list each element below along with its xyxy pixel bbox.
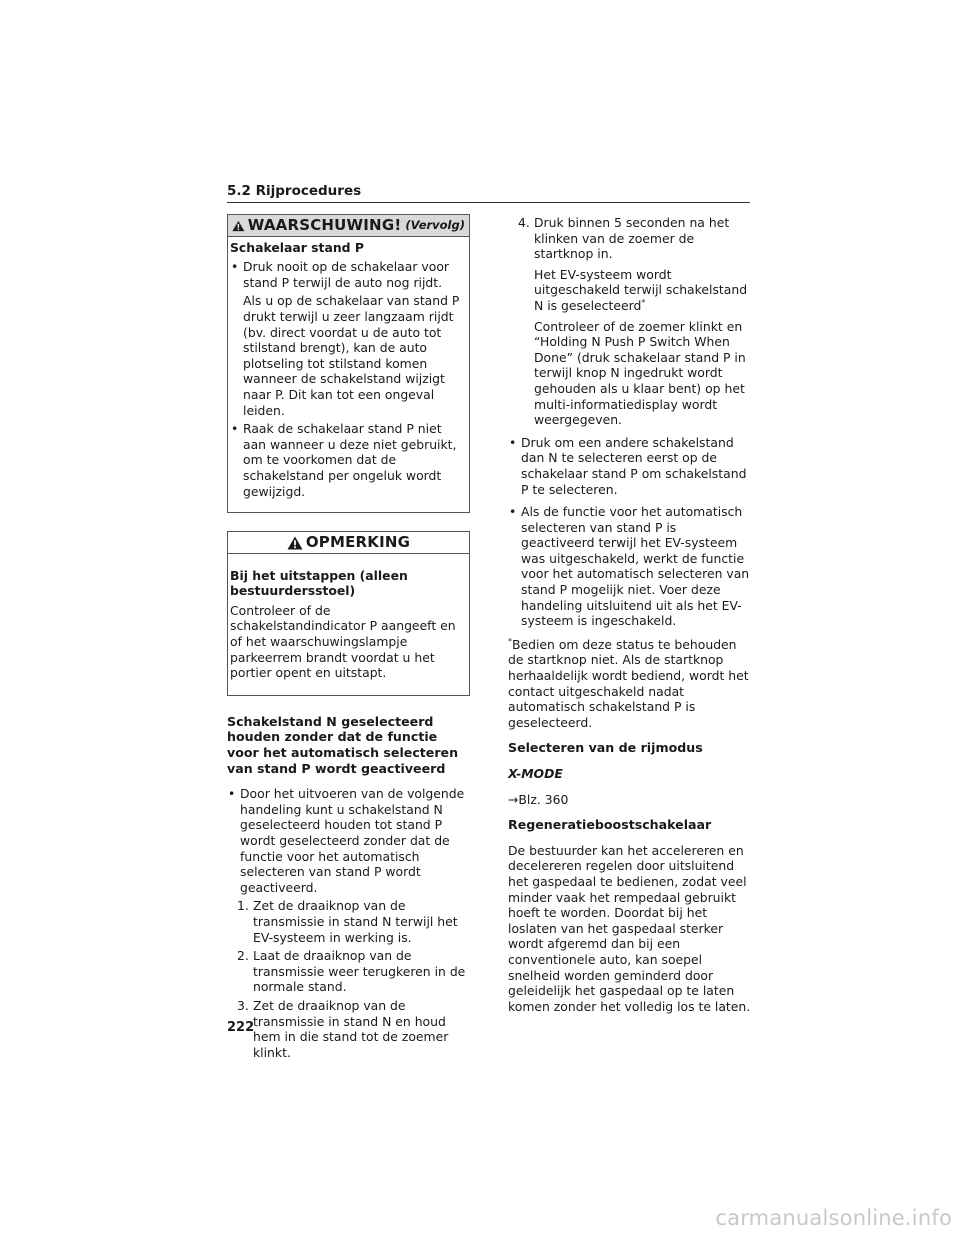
notice-text: Controleer of de schakelstandindicator P aangeeft en of het waarschuwingslampje parkeerrem brandt voordat u het portier opent en uitstapt. (230, 602, 456, 681)
right-bullet-1: • Druk om een andere schakelstand dan N te selecteren eerst op de schakelaar stand P om schakelstand P te selecteren. (508, 435, 752, 497)
notice-heading: Bij het uitstappen (alleen bestuurdersstoel) (230, 567, 408, 599)
footnote: *Bedien om deze status te behouden de startknop niet. Als de startknop herhaaldelijk wordt bediend, wordt het contact uitgeschakeld nadat automatisch schakelstand P is geselecteerd. (508, 636, 749, 730)
warning-bullet-2: • Raak de schakelaar stand P niet aan wanneer u deze niet gebruikt, om te voorkomen dat de schakelstand per ongeluk wordt gewijzigd. (230, 421, 467, 499)
regen-text: De bestuurder kan het accelereren en decelereren regelen door uitsluitend het gaspedaal te bedienen, zodat veel minder vaak het rempedaal gebruikt hoeft te worden. Doordat bij het loslaten van het gaspedaal sterker wordt afgeremd dan bij een conventionele auto, kan soepel snelheid worden geminderd door geleidelijk het gaspedaal op te laten komen zonder het volledig los te laten. (508, 842, 751, 1014)
right-bullet-2: • Als de functie voor het automatisch selecteren van stand P is geactiveerd terwijl het EV-systeem was uitgeschakeld, werkt de functie voor het automatisch selecteren van stand P mogelijk niet. Voer deze handeling uitsluitend uit als het EV-systeem is ingeschakeld. (508, 504, 752, 629)
warning-title: WAARSCHUWING! (247, 216, 402, 234)
section-title: 5.2 Rijprocedures (227, 183, 362, 199)
notice-icon (287, 536, 303, 550)
section-heading-neutral: Schakelstand N geselecteerd houden zonder dat de functie voor het automatisch selecteren van stand P wordt geactiveerd (227, 713, 459, 776)
warning-subtitle: (Vervolg) (405, 218, 465, 232)
warning-heading: Schakelaar stand P (230, 239, 364, 255)
step-item: 1. Zet de draaiknop van de transmissie in stand N terwijl het EV-systeem in werking is. (237, 898, 458, 945)
notice-box (227, 531, 470, 696)
page-header (227, 180, 750, 203)
warning-icon (232, 219, 245, 233)
step-4-detail-1: Het EV-systeem wordt uitgeschakeld terwijl schakelstand N is geselecteerd* (534, 266, 748, 313)
step-4-detail-2: Controleer of de zoemer klinkt en “Holding N Push P Switch When Done” (druk schakelaar stand P in terwijl knop N ingedrukt wordt gehouden als u klaar bent) op het multi-informatiedisplay wordt weergegeven. (534, 318, 746, 428)
xmode-page-ref[interactable]: →Blz. 360 (508, 791, 569, 807)
notice-title: OPMERKING (305, 533, 411, 552)
warning-box (227, 214, 470, 513)
page-number: 222 (227, 1020, 255, 1035)
left-column (227, 214, 470, 1063)
step-item: 3. Zet de draaiknop van de transmissie in stand N en houd hem in die stand tot de zoemer klinkt. (237, 997, 449, 1060)
step-4-block (508, 215, 752, 428)
right-column (508, 212, 752, 1018)
warning-bullet-1: • Druk nooit op de schakelaar voor stand P terwijl de auto nog rijdt. (230, 259, 467, 290)
footnote-marker: * (641, 297, 646, 307)
footnote-marker: * (508, 636, 512, 646)
step-item: 2. Laat de draaiknop van de transmissie weer terugkeren in de normale stand. (237, 948, 466, 995)
heading-drive-mode: Selecteren van de rijmodus (508, 740, 703, 756)
step-item: 4. Druk binnen 5 seconden na het klinken van de zoemer de startknop in. (518, 215, 730, 262)
xmode-label: X-MODE (508, 766, 563, 781)
watermark: carmanualsonline.info (715, 1206, 952, 1230)
neutral-steps (227, 898, 470, 1060)
notice-box-body (228, 554, 469, 695)
warning-box-header (228, 215, 469, 237)
warning-bullet-1-detail: Als u op de schakelaar van stand P drukt terwijl u zeer langzaam rijdt (bv. direct voordat u de auto tot stilstand brengt), kan de auto plotseling tot stilstand komen wanneer de schakelstand wijzigt naar P. Dit kan tot een ongeval leiden. (243, 293, 460, 418)
notice-box-header (228, 532, 469, 554)
neutral-bullet: • Door het uitvoeren van de volgende handeling kunt u schakelstand N geselecteerd houden tot stand P wordt geselecteerd zonder dat de functie voor het automatisch selecteren van stand P wordt geactiveerd. (227, 786, 470, 895)
warning-box-body (228, 237, 469, 513)
heading-regen-boost: Regeneratieboostschakelaar (508, 817, 712, 833)
